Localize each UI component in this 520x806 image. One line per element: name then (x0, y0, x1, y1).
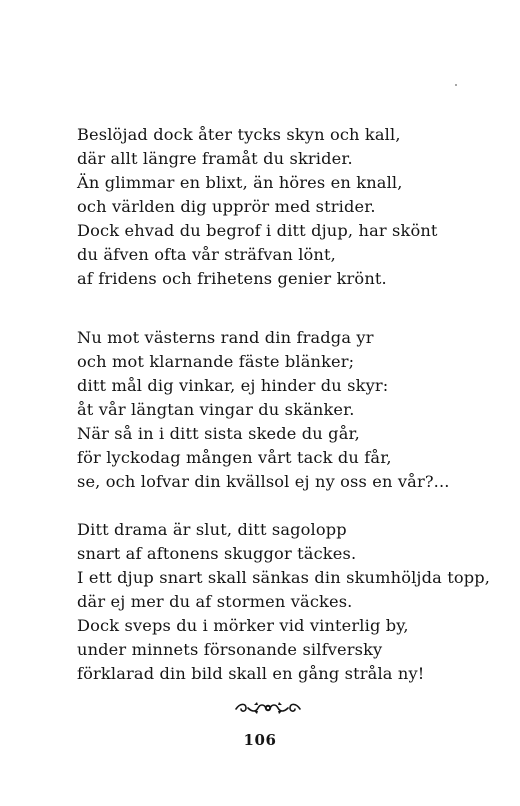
stanza-2 (77, 326, 497, 494)
decorative-ornament-icon (234, 700, 302, 716)
verse-line: I ett djup snart skall sänkas din skumhöljda topp, (77, 568, 491, 587)
verse-line: under minnets försonande silfversky (77, 640, 383, 659)
verse-line: snart af aftonens skuggor täckes. (77, 544, 357, 563)
verse-line: ditt mål dig vinkar, ej hinder du skyr: (77, 376, 389, 395)
verse-line: Beslöjad dock åter tycks skyn och kall, (77, 125, 401, 144)
verse-line: af fridens och frihetens genier krönt. (77, 269, 387, 288)
verse-line: för lyckodag mången vårt tack du får, (77, 448, 392, 467)
verse-line: Än glimmar en blixt, än höres en knall, (77, 173, 403, 192)
verse-line: och mot klarnande fäste blänker; (77, 352, 355, 371)
verse-line: förklarad din bild skall en gång stråla ny! (77, 664, 425, 683)
verse-line: Dock ehvad du begrof i ditt djup, har skönt (77, 221, 438, 240)
paper-speck (455, 84, 457, 86)
verse-line: Ditt drama är slut, ditt sagolopp (77, 520, 347, 539)
verse-line: du äfven ofta vår sträfvan lönt, (77, 245, 336, 264)
verse-line: där allt längre framåt du skrider. (77, 149, 353, 168)
verse-line: och världen dig upprör med strider. (77, 197, 376, 216)
verse-line: åt vår längtan vingar du skänker. (77, 400, 355, 419)
stanza-1 (77, 123, 497, 291)
page-number: 106 (243, 731, 277, 749)
verse-line: se, och lofvar din kvällsol ej ny oss en vår?... (77, 472, 450, 491)
verse-line: där ej mer du af stormen väckes. (77, 592, 353, 611)
verse-line: Dock sveps du i mörker vid vinterlig by, (77, 616, 409, 635)
stanza-3 (77, 518, 497, 686)
verse-line: När så in i ditt sista skede du går, (77, 424, 360, 443)
verse-line: Nu mot västerns rand din fradga yr (77, 328, 374, 347)
